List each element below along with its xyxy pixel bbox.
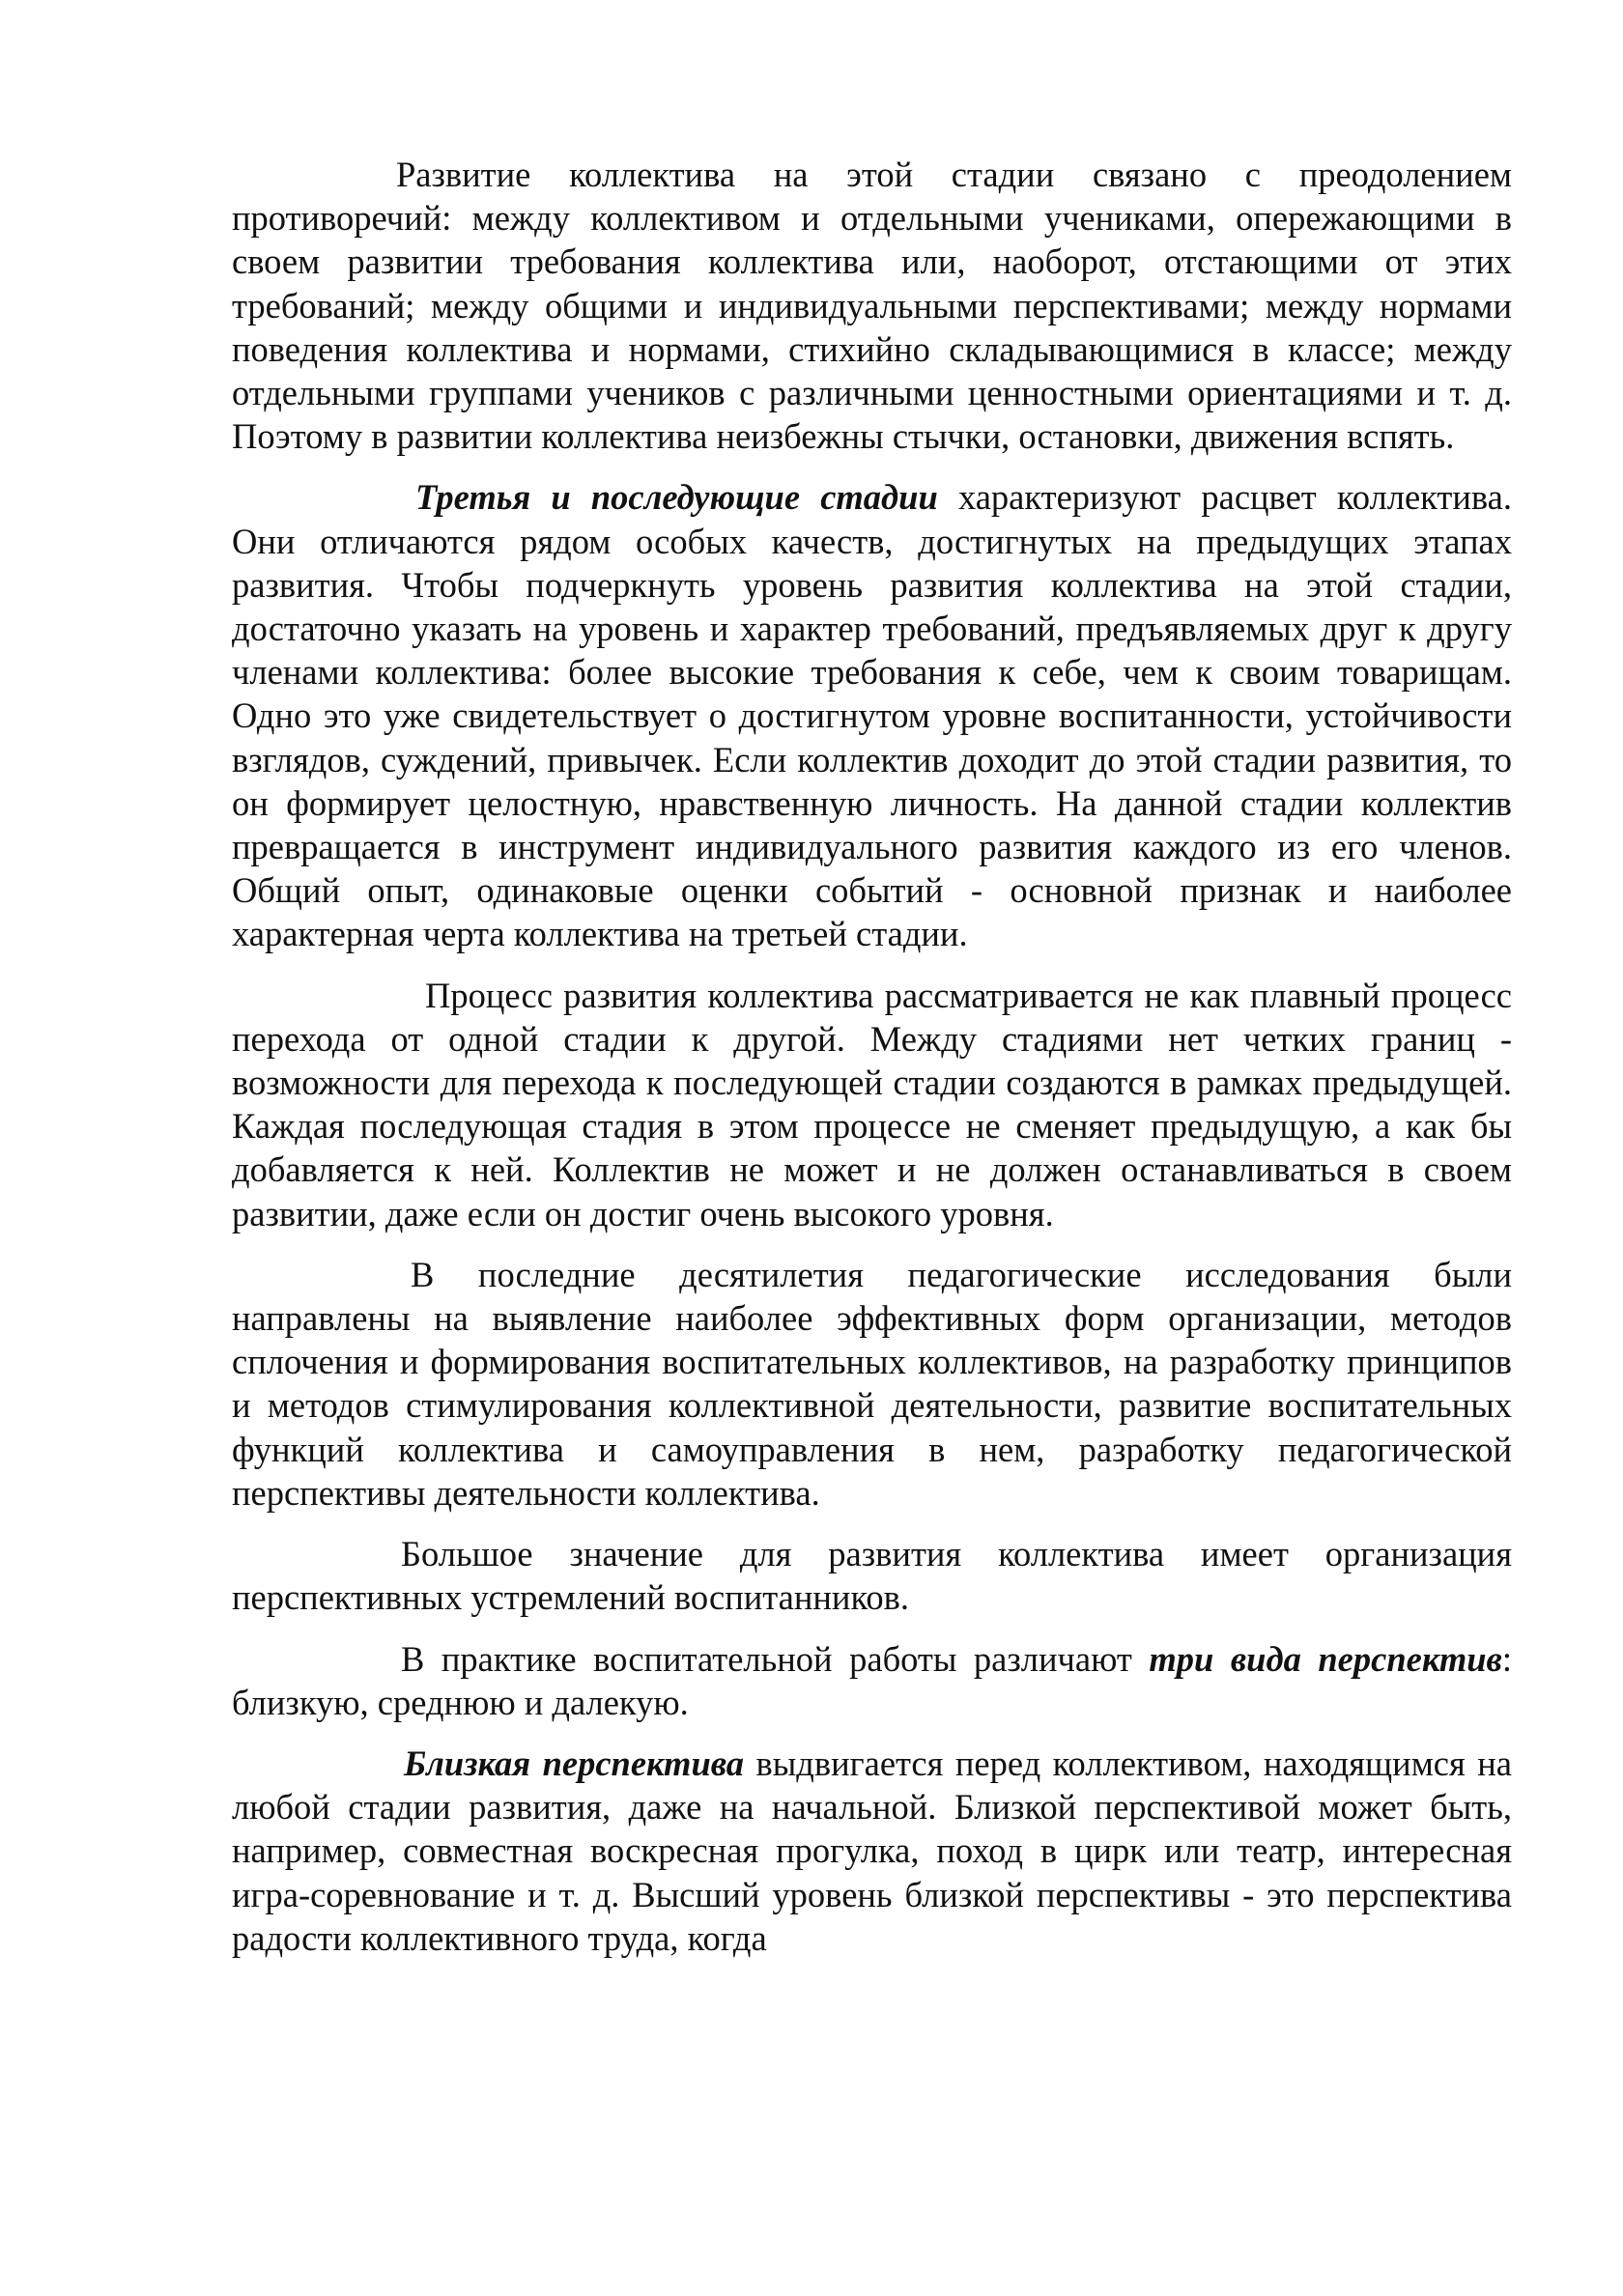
paragraph-perspectives-importance	[232, 1532, 1512, 1619]
paragraph-process	[232, 974, 1512, 1235]
document-page	[232, 153, 1512, 1977]
term-near-perspective: Близкая перспектива	[404, 1743, 745, 1783]
paragraph-text: Процесс развития коллектива рассматривается не как плавный процесс перехода от одной стадии к другой. Между стадиями нет четких границ - возможности для перехода к последующей стадии создаются в рамках предыдущей. Каждая последующая стадия в этом процессе не сменяет предыдущую, а как бы добавляется к ней. Коллектив не может и не должен останавливаться в своем развитии, даже если он достиг очень высокого уровня.	[232, 975, 1512, 1233]
paragraph-near-perspective	[232, 1742, 1512, 1960]
paragraph-lead: В практике воспитательной работы различают	[401, 1638, 1150, 1679]
paragraph-text: выдвигается перед коллективом, находящимся на любой стадии развития, даже на начальной. Близкой перспективой может быть, например, совместная воскресная прогулка, поход в цирк или театр, интересная игра-соревнование и т. д. Высший уровень близкой перспективы - это перспектива радости коллективного труда, когда	[232, 1743, 1512, 1958]
paragraph-text: Большое значение для развития коллектива имеет организация перспективных устремлений воспитанников.	[232, 1534, 1512, 1618]
paragraph-text: Развитие коллектива на этой стадии связано с преодолением противоречий: между коллективом и отдельными учениками, опережающими в своем развитии требования коллектива или, наоборот, отстающими от этих требований; между общими и индивидуальными перспективами; между нормами поведения коллектива и нормами, стихийно складывающимися в классе; между отдельными группами учеников с различными ценностными ориентациями и т. д. Поэтому в развитии коллектива неизбежны стычки, остановки, движения вспять.	[232, 155, 1512, 457]
term-three-perspectives: три вида перспектив	[1149, 1638, 1502, 1679]
paragraph-text: В последние десятилетия педагогические исследования были направлены на выявление наиболее эффективных форм организации, методов сплочения и формирования воспитательных коллективов, на разработку принципов и методов стимулирования коллективной деятельности, развитие воспитательных функций коллектива и самоуправления в нем, разработку педагогической перспективы деятельности коллектива.	[232, 1254, 1512, 1513]
paragraph-third-stage	[232, 475, 1512, 955]
paragraph-text: характеризуют расцвет коллектива. Они отличаются рядом особых качеств, достигнутых на предыдущих этапах развития. Чтобы подчеркнуть уровень развития коллектива на этой стадии, достаточно указать на уровень и характер требований, предъявляемых друг к другу членами коллектива: более высокие требования к себе, чем к своим товарищам. Одно это уже свидетельствует о достигнутом уровне воспитанности, устойчивости взглядов, суждений, привычек. Если коллектив доходит до этой стадии развития, то он формирует целостную, нравственную личность. На данной стадии коллектив превращается в инструмент индивидуального развития каждого из его членов. Общий опыт, одинаковые оценки событий - основной признак и наиболее характерная черта коллектива на третьей стадии.	[232, 477, 1512, 954]
term-third-stages: Третья и последующие стадии	[415, 477, 938, 518]
paragraph-three-perspectives	[232, 1637, 1512, 1724]
paragraph-text: : близкую, среднюю и далекую.	[232, 1638, 1513, 1722]
paragraph-research	[232, 1253, 1512, 1515]
paragraph-conflicts	[232, 153, 1512, 458]
